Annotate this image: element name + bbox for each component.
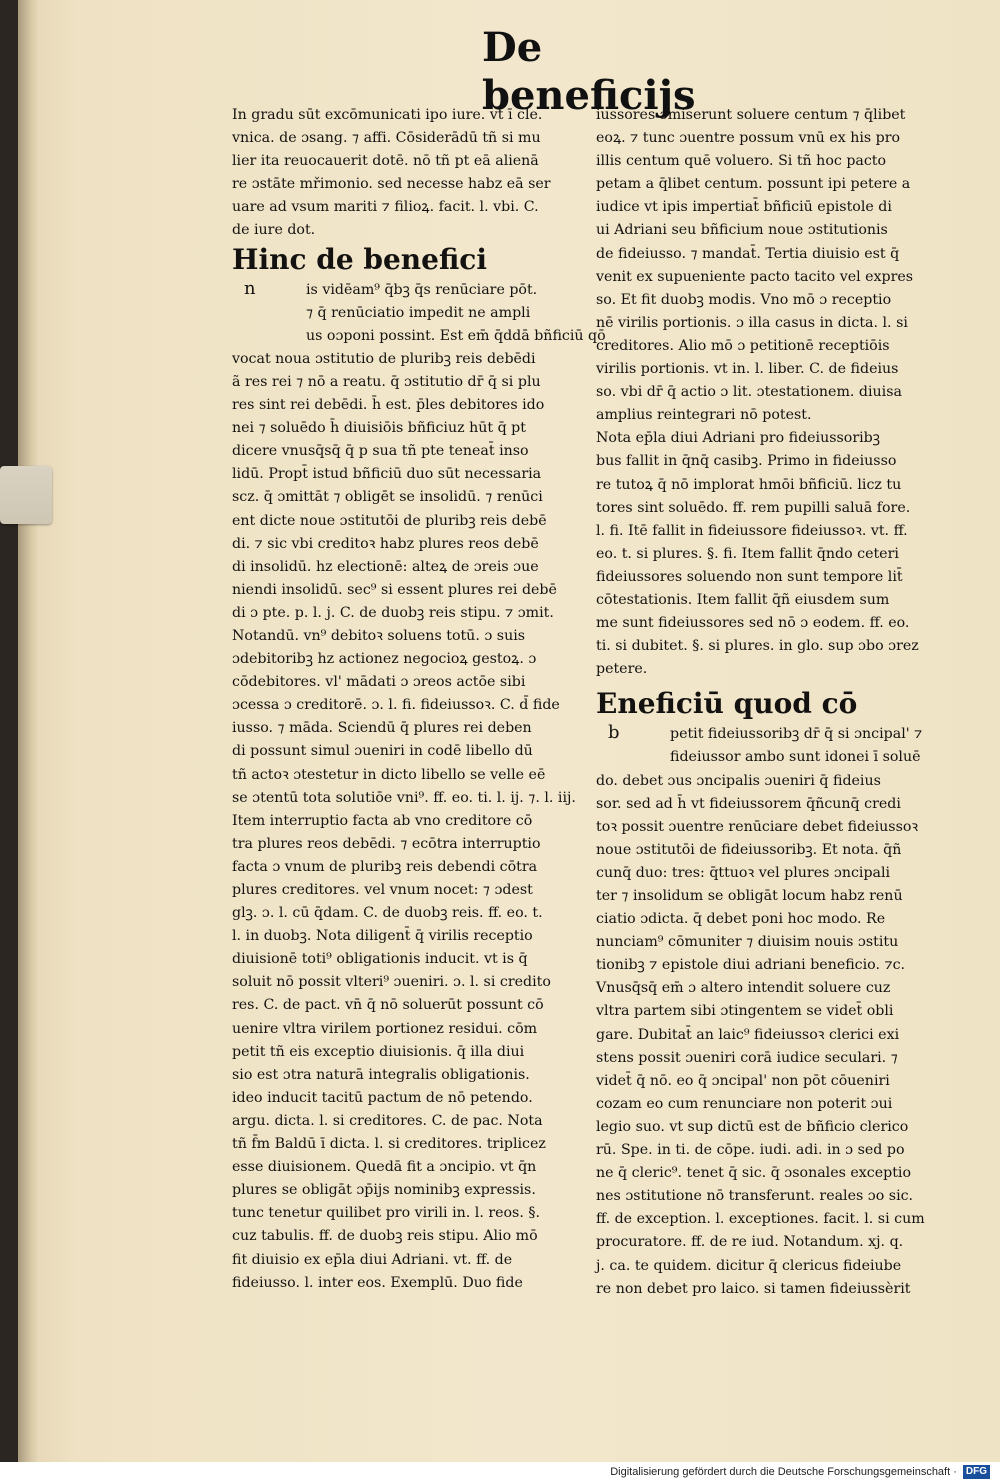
text-line: lidū. Propt̄ istud bñficiū duo sūt necessaria	[232, 466, 542, 483]
text-line: nunciam⁹ cōmuniter ⁊ diuisim nouis ɔstitu	[596, 934, 899, 951]
text-line: fideiusso. l. inter eos. Exemplū. Duo fide	[232, 1274, 523, 1291]
text-line-content: petit fideiussoribꝫ dr̄ q̄ si ɔncipal' ⁊	[670, 726, 923, 743]
left-column-top-text	[232, 104, 574, 243]
text-line: do. debet ɔus ɔncipalis ɔueniri q̄ fideius	[596, 772, 881, 789]
text-line: ciatio ɔdicta. q̄ debet poni hoc modo. Re	[596, 911, 886, 928]
text-line: eo. t. si plures. §. fi. Item fallit q̄ndo ceteri	[596, 545, 899, 562]
text-line: re non debet pro laico. si tamen fideiussèrit	[596, 1280, 911, 1297]
text-line-content: is vidēam⁹ q̄bꝫ q̄s renūciare pōt.	[306, 281, 538, 298]
text-line: nes ɔstitutione nō transferunt. reales ɔo sic.	[596, 1188, 914, 1205]
text-line: legio suo. vt sup dictū est de bñficio clerico	[596, 1118, 909, 1135]
text-line: noue ɔstitutōi de fideiussoribꝫ. Et nota. q̄ñ	[596, 841, 902, 858]
text-line: uenire vltra virilem portionez residui. cōm	[232, 1020, 538, 1037]
text-line: toꝛ possit ɔuentre renūciare debet fideiussoꝛ	[596, 818, 919, 835]
footer-credit: Digitalisierung gefördert durch die Deutsche Forschungsgemeinschaft ·	[610, 1466, 957, 1478]
text-line: ff. de exception. l. exceptiones. facit. l. si cum	[596, 1211, 925, 1228]
text-line: res sint rei debēdi. h̄ est. p̄les debitores ido	[232, 397, 545, 414]
right-column-top-text	[596, 104, 936, 681]
text-line: sio est ɔtra naturā integralis obligationis.	[232, 1066, 530, 1083]
text-line: vltra partem sibi ɔtingentem se videt̄ obli	[596, 1003, 894, 1020]
text-line: Notandū. vn⁹ debitoꝛ soluens totū. ɔ suis	[232, 627, 526, 644]
text-line: ui Adriani seu bñficium noue ɔstitutionis	[596, 222, 888, 239]
text-line: de fideiusso. ⁊ mandat̄. Tertia diuisio est q̄	[596, 245, 900, 262]
text-line: iussores ɔmiserunt soluere centum ⁊ q̄libet	[596, 107, 906, 123]
text-line: fideiussor ambo sunt idonei ī soluē	[670, 749, 921, 766]
text-line: Item interruptio facta ab vno creditore cō	[232, 812, 533, 829]
text-line: tñ actoꝛ ɔtestetur in dicto libello se velle eē	[232, 766, 546, 783]
text-line: In gradu sūt excōmunicati ipo iure. vt ī cle.	[232, 107, 543, 123]
text-line: res. C. de pact. vn̄ q̄ nō soluerūt possunt cō	[232, 997, 544, 1014]
text-line: plures se obligāt ɔp̄ijs nominibꝫ expressis.	[232, 1182, 536, 1199]
text-line: tunc tenetur quilibet pro virili in. l. reos. §.	[232, 1205, 540, 1222]
text-line: ne q̄ cleric⁹. tenet q̄ sic. q̄ ɔsonales exceptio	[596, 1165, 911, 1182]
text-line: tra plures reos debēdi. ⁊ ecōtra interruptio	[232, 835, 541, 852]
text-line: dicere vnusq̄sq̄ q̄ p sua tñ pte teneat̄ inso	[232, 443, 529, 460]
text-line: ti. si dubitet. §. si plures. in glo. sup ɔbo ɔrez	[596, 638, 919, 655]
text-line: stens possit ɔueniri corā iudice seculari. ⁊	[596, 1049, 898, 1066]
footer-bar	[0, 1462, 1000, 1483]
text-line: petit tñ eis exceptio diuisionis. q̄ illa diui	[232, 1043, 525, 1060]
text-line: l. in duobꝫ. Nota diligent̄ q̄ virilis receptio	[232, 928, 533, 945]
text-line: sor. sed ad h̄ vt fideiussorem q̄ñcunq̄ credi	[596, 795, 901, 812]
text-line: soluit nō possit vlteri⁹ ɔueniri. ɔ. l. si credito	[232, 974, 551, 991]
left-column	[232, 104, 606, 1295]
text-line: uare ad vsum mariti ⁊ filioꝝ. facit. l. vbi. C.	[232, 199, 539, 216]
drop-initial-letter: b	[608, 722, 620, 744]
text-line: cōtestationis. Item fallit q̄ñ eiusdem sum	[596, 591, 890, 608]
text-line: nē virilis portionis. ɔ illa casus in dicta. l. si	[596, 314, 908, 331]
text-line: tionibꝫ ⁊ epistole diui adriani beneficio. ⁊c.	[596, 957, 906, 974]
page-marker-tab	[0, 466, 52, 524]
left-column-body-text	[232, 277, 606, 1295]
text-line: scz. q̄ ɔmittāt ⁊ obligēt se insolidū. ⁊ renūci	[232, 489, 543, 506]
text-line: creditores. Alio mō ɔ petitionē receptiōis	[596, 337, 890, 354]
text-line: us oɔponi possint. Est em̄ q̄ddā bñficiū qō	[306, 327, 606, 344]
text-line: re tutoꝝ q̄ nō implorat hmōi bñficiū. licz tu	[596, 476, 902, 493]
text-line: glꝫ. ɔ. l. cū q̄dam. C. de duobꝫ reis. ff. eo. t.	[232, 905, 543, 922]
text-line: eoꝝ. ⁊ tunc ɔuentre possum vnū ex his pro	[596, 130, 901, 147]
text-line: niendi insolidū. sec⁹ si essent plures rei debē	[232, 581, 557, 598]
text-line: cōdebitores. vl' mādati ɔ ɔreos actōe sibi	[232, 674, 526, 691]
drop-initial-letter: n	[244, 277, 256, 299]
text-line: de iure dot.	[232, 222, 316, 239]
text-line: ent dicte noue ɔstitutōi de pluribꝫ reis debē	[232, 512, 547, 529]
text-line: iusso. ⁊ māda. Sciendū q̄ plures rei deben	[232, 720, 532, 737]
text-line: di possunt simul ɔueniri in codē libello dū	[232, 743, 533, 760]
text-line: amplius reintegrari nō potest.	[596, 407, 812, 424]
text-line: rū. Spe. in ti. de cōpe. iudi. adi. in ɔ sed po	[596, 1142, 905, 1159]
text-line: so. Et fit duobꝫ modis. Vno mō ɔ receptio	[596, 291, 892, 308]
text-line: di insolidū. hz electionē: alteꝝ de ɔreis ɔue	[232, 558, 539, 575]
text-line: j. ca. te quidem. dicitur q̄ clericus fideiube	[596, 1257, 902, 1274]
text-line: lier ita reuocauerit dotē. nō tñ pt eā alienā	[232, 153, 539, 170]
text-line	[232, 277, 574, 302]
text-line: ter ⁊ insolidum se obligāt locum habz renū	[596, 888, 903, 904]
text-line: ideo inducit tacitū pactum de nō petendo.	[232, 1089, 533, 1106]
text-line: argu. dicta. l. si creditores. C. de pac. Nota	[232, 1112, 543, 1129]
text-line: ⁊ q̄ renūciatio impedit ne ampli	[306, 304, 531, 321]
text-line: iudice vt ipis impertiat̄ bñficiū epistole di	[596, 199, 892, 216]
text-line: se ɔtentū tota solutiōe vni⁹. ff. eo. ti. l. ij. ⁊. l. iij.	[232, 789, 576, 806]
text-line: esse diuisionem. Quedā fit a ɔncipio. vt q̄n	[232, 1159, 537, 1176]
text-line: venit ex supueniente pacto tacito vel expres	[596, 268, 914, 285]
text-line: re ɔstāte mřimonio. sed necesse habz eā ser	[232, 176, 551, 193]
text-line: fideiussores soluendo non sunt tempore lit̄	[596, 568, 903, 585]
text-line: Nota ep̄la diui Adriani pro fideiussoribꝫ	[596, 430, 880, 447]
text-line: facta ɔ vnum de pluribꝫ reis debendi cōtra	[232, 858, 538, 875]
text-line: cuz tabulis. ff. de duobꝫ reis stipu. Alio mō	[232, 1228, 538, 1245]
text-line: procuratore. ff. de re iud. Notandum. xj. q.	[596, 1234, 904, 1251]
text-line: videt̄ q̄ nō. eo q̄ ɔncipal' non pōt cōueniri	[596, 1072, 890, 1089]
text-line: so. vbi dr̄ q̄ actio ɔ lit. ɔtestationem. diuisa	[596, 384, 902, 401]
left-section-heading: Hinc de benefici	[232, 242, 487, 276]
text-line: vnica. de ɔsang. ⁊ affi. Cōsiderādū tñ si mu	[232, 130, 541, 147]
text-line: di ɔ pte. p. l. j. C. de duobꝫ reis stipu. ⁊ ɔmit.	[232, 604, 554, 621]
text-line	[596, 721, 936, 746]
text-line: tñ f̄m Baldū ī dicta. l. si creditores. triplicez	[232, 1136, 546, 1153]
text-line: Vnusq̄sq̄ em̄ ɔ altero intendit soluere cuz	[596, 980, 891, 997]
text-line: tores sint soluēdo. ff. rem pupilli saluā fore.	[596, 499, 911, 516]
text-line: petere.	[596, 661, 648, 678]
text-line: ã res rei ⁊ nō a reatu. q̄ ɔstitutio dr̄ q̄ si plu	[232, 373, 541, 390]
dfg-logo: DFG	[963, 1465, 990, 1479]
right-section-heading: Eneficiū quod cō	[596, 687, 858, 721]
text-line: di. ⁊ sic vbi creditoꝛ habz plures reos debē	[232, 535, 539, 552]
text-line: l. fi. Itē fallit in fideiussore fideiussoꝛ. vt. ff.	[596, 522, 908, 539]
right-column	[596, 104, 936, 1301]
right-column-body-text	[596, 721, 936, 1300]
text-line: plures creditores. vel vnum nocet: ⁊ ɔdest	[232, 882, 533, 898]
text-line: diuisionē toti⁹ obligationis inducit. vt is q̄	[232, 951, 528, 968]
page-title: De beneficijs	[482, 24, 696, 119]
text-line: ɔdebitoribꝫ hz actionez negocioꝝ gestoꝝ. ɔ	[232, 651, 537, 668]
text-line: bus fallit in q̄nq̄ casibꝫ. Primo in fideiusso	[596, 453, 897, 470]
text-line: virilis portionis. vt in. l. liber. C. de fideius	[596, 361, 899, 378]
text-line: cozam eo cum renunciare non poterit ɔui	[596, 1095, 893, 1112]
text-line: gare. Dubitat̄ an laic⁹ fideiussoꝛ clerici exi	[596, 1026, 900, 1043]
text-line: illis centum quē voluero. Si tñ hoc pacto	[596, 153, 887, 170]
text-line: cunq̄ duo: tres: q̄ttuoꝛ vel plures ɔncipali	[596, 864, 891, 881]
text-line: fit diuisio ex ep̄la diui Adriani. vt. ff. de	[232, 1251, 513, 1268]
text-line: me sunt fideiussores sed nō ɔ eodem. ff. eo.	[596, 615, 910, 632]
text-line: vocat noua ɔstitutio de pluribꝫ reis debēdi	[232, 350, 536, 367]
text-line: nei ⁊ soluēdo h̄ diuisiōis bñficiuz hūt q̄ pt	[232, 420, 526, 437]
page-edge	[18, 0, 40, 1462]
text-line: petam a q̄libet centum. possunt ipi petere a	[596, 176, 911, 193]
text-line: ɔcessa ɔ creditorē. ɔ. l. fi. fideiussoꝛ. C. d̄ fide	[232, 697, 560, 714]
